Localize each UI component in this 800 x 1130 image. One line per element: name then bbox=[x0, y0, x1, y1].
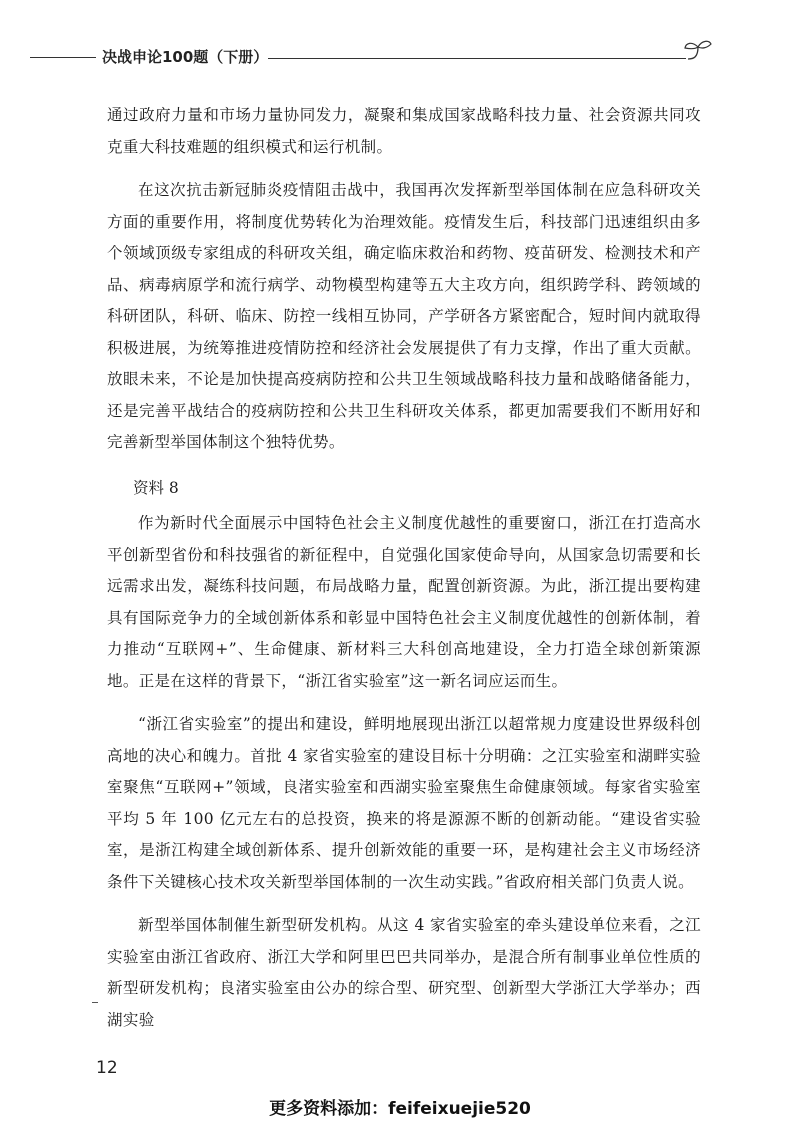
sprout-icon bbox=[680, 37, 716, 67]
header-rule-right bbox=[268, 58, 686, 59]
section-title-material-8: 资料 8 bbox=[133, 478, 179, 497]
paragraph-provincial-lab: “浙江省实验室”的提出和建设，鲜明地展现出浙江以超常规力度建设世界级科创高地的决心和魄力。首批 4 家省实验室的建设目标十分明确：之江实验室和湖畔实验室聚焦“互联网+”领域，良渚实验室和西湖实验室聚焦生命健康领域。每家省实验室平均 5 年 100 亿元左右的总投资，换来的将是源源不断的创新动能。“建设省实验室，是浙江构建全域创新体系、提升创新效能的重要一环，是构建社会主义市场经济条件下关键核心技术攻关新型举国体制的一次生动实践。”省政府相关部门负责人说。 bbox=[107, 715, 701, 891]
footer-watermark-text: 更多资料添加：feifeixuejie520 bbox=[269, 1099, 531, 1119]
page-number: 12 bbox=[96, 1058, 118, 1078]
paragraph-epidemic-research: 在这次抗击新冠肺炎疫情阻击战中，我国再次发挥新型举国体制在应急科研攻关方面的重要作用，将制度优势转化为治理效能。疫情发生后，科技部门迅速组织由多个领域顶级专家组成的科研攻关组，确定临床救治和药物、疫苗研发、检测技术和产品、病毒病原学和流行病学、动物模型构建等五大主攻方向，组织跨学科、跨领域的科研团队，科研、临床、防控一线相互协同，产学研各方紧密配合，短时间内就取得积极进展，为统筹推进疫情防控和经济社会发展提供了有力支撑，作出了重大贡献。放眼未来，不论是加快提高疫病防控和公共卫生领域战略科技力量和战略储备能力，还是完善平战结合的疫病防控和公共卫生科研攻关体系，都更加需要我们不断用好和完善新型举国体制这个独特优势。 bbox=[107, 181, 701, 451]
paragraph-new-rd-institutions: 新型举国体制催生新型研发机构。从这 4 家省实验室的牵头建设单位来看，之江实验室由浙江省政府、浙江大学和阿里巴巴共同举办，是混合所有制事业单位性质的新型研发机构；良渚实验室由公办的综合型、研究型、创新型大学浙江大学举办；西湖实验 bbox=[107, 916, 701, 1029]
header-rule-left bbox=[30, 57, 96, 58]
running-header-title: 决战申论100题（下册） bbox=[102, 48, 269, 66]
paragraph-continuation: 通过政府力量和市场力量协同发力，凝聚和集成国家战略科技力量、社会资源共同攻克重大科技难题的组织模式和运行机制。 bbox=[107, 106, 701, 156]
page-body bbox=[107, 100, 701, 1036]
paragraph-zhejiang-window: 作为新时代全面展示中国特色社会主义制度优越性的重要窗口，浙江在打造高水平创新型省份和科技强省的新征程中，自觉强化国家使命导向，从国家急切需要和长远需求出发，凝练科技问题，布局战略力量，配置创新资源。为此，浙江提出要构建具有国际竞争力的全域创新体系和彰显中国特色社会主义制度优越性的创新体制，着力推动“互联网+”、生命健康、新材料三大科创高地建设，全力打造全球创新策源地。正是在这样的背景下，“浙江省实验室”这一新名词应运而生。 bbox=[107, 514, 701, 690]
margin-mark bbox=[92, 1002, 98, 1003]
